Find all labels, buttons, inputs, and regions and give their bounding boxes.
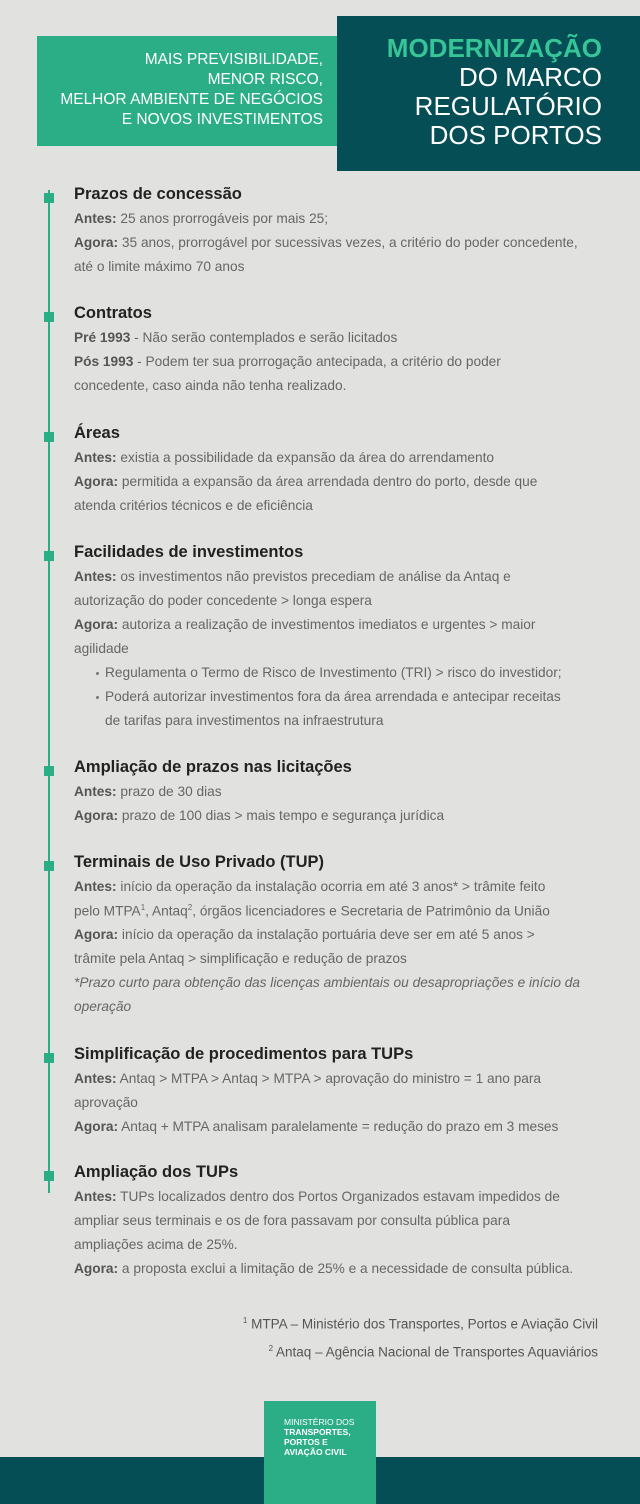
- logo-text: [284, 1417, 354, 1457]
- title-line: DO MARCO: [459, 62, 602, 92]
- antes-line-cont: ampliar seus terminais e os de fora passavam por consulta pública para: [74, 1213, 510, 1228]
- antes-line-cont: autorização do poder concedente > longa espera: [74, 593, 372, 608]
- antes-line: Antes: início da operação da instalação ocorria em até 3 anos* > trâmite feito: [74, 879, 546, 894]
- section-title: Prazos de concessão: [74, 185, 242, 203]
- title-line: DOS PORTOS: [429, 120, 602, 150]
- timeline-line: [48, 190, 50, 1193]
- antes-line-cont: pelo MTPA$^1$, Antaq$^2$, órgãos licenciadores e Secretaria de Patrimônio da União: [74, 903, 550, 919]
- footnotes: [243, 1309, 598, 1364]
- section-title: Terminais de Uso Privado (TUP): [74, 853, 324, 871]
- agora-line: Agora: prazo de 100 dias > mais tempo e segurança jurídica: [74, 808, 445, 823]
- pre-1993-line: Pré 1993 - Não serão contemplados e serão licitados: [74, 330, 398, 345]
- title-line: REGULATÓRIO: [414, 91, 602, 121]
- antes-line: Antes: os investimentos não previstos precediam de análise da Antaq e: [74, 569, 511, 584]
- agora-line: Agora: início da operação da instalação portuária deve ser em até 5 anos >: [74, 927, 535, 942]
- footnote-note: *Prazo curto para obtenção das licenças ambientais ou desapropriações e início da: [74, 975, 580, 990]
- agora-line-cont: atenda critérios técnicos e de eficiência: [74, 498, 313, 513]
- list-bullet-dot: [96, 696, 99, 699]
- title-banner: [337, 16, 640, 171]
- footnote-1: $^1$ MTPA – Ministério dos Transportes, Portos e Aviação Civil: [242, 1316, 598, 1332]
- subtitle-banner: [37, 36, 339, 146]
- pos-1993-line: Pós 1993 - Podem ter sua prorrogação antecipada, a critério do poder: [74, 354, 501, 369]
- list-bullet-dot: [96, 672, 99, 675]
- subtitle: [60, 50, 323, 130]
- agora-line: Agora: a proposta exclui a limitação de 25% e a necessidade de consulta pública.: [74, 1261, 574, 1276]
- section-title: Contratos: [74, 304, 152, 322]
- agora-line: Agora: autoriza a realização de investimentos imediatos e urgentes > maior: [74, 617, 536, 632]
- agora-line: Agora: permitida a expansão da área arrendada dentro do porto, desde que: [74, 474, 538, 489]
- timeline-bullet: [44, 1171, 54, 1181]
- agora-line: Agora: Antaq + MTPA analisam paralelamente = redução do prazo em 3 meses: [74, 1119, 559, 1134]
- pos-1993-line-cont: concedente, caso ainda não tenha realizado.: [74, 378, 347, 393]
- subtitle-line: MELHOR AMBIENTE DE NEGÓCIOS: [60, 91, 323, 108]
- agora-line-cont: até o limite máximo 70 anos: [74, 259, 245, 274]
- timeline-bullet: [44, 432, 54, 442]
- list-item-cont: de tarifas para investimentos na infraestrutura: [105, 713, 384, 728]
- subtitle-line: MENOR RISCO,: [207, 71, 323, 88]
- section-title: Áreas: [74, 424, 120, 442]
- subtitle-line: E NOVOS INVESTIMENTOS: [121, 111, 323, 128]
- footnote-note-cont: operação: [74, 999, 132, 1014]
- agora-line-cont: trâmite pela Antaq > simplificação e redução de prazos: [74, 951, 407, 966]
- antes-line: Antes: 25 anos prorrogáveis por mais 25;: [74, 211, 329, 226]
- logo-line: TRANSPORTES,: [284, 1427, 351, 1437]
- section-title: Ampliação de prazos nas licitações: [74, 758, 352, 776]
- timeline-bullet: [44, 861, 54, 871]
- logo-line: AVIAÇÃO CIVIL: [284, 1447, 347, 1457]
- subtitle-line: MAIS PREVISIBILIDADE,: [144, 51, 323, 68]
- antes-line-cont: aprovação: [74, 1095, 138, 1110]
- timeline-bullet: [44, 766, 54, 776]
- logo-line: MINISTÉRIO DOS: [284, 1417, 355, 1427]
- antes-line: Antes: Antaq > MTPA > Antaq > MTPA > aprovação do ministro = 1 ano para: [74, 1071, 542, 1086]
- list-item: Regulamenta o Termo de Risco de Investimento (TRI) > risco do investidor;: [105, 665, 562, 680]
- antes-line: Antes: existia a possibilidade da expansão da área do arrendamento: [74, 450, 495, 465]
- list-item: Poderá autorizar investimentos fora da área arrendada e antecipar receitas: [105, 689, 561, 704]
- page-title: [387, 34, 602, 150]
- section-title: Facilidades de investimentos: [74, 543, 304, 561]
- ministry-logo: [264, 1401, 376, 1504]
- section-title: Simplificação de procedimentos para TUPs: [74, 1045, 414, 1063]
- timeline-bullet: [44, 312, 54, 322]
- agora-line: Agora: 35 anos, prorrogável por sucessivas vezes, a critério do poder concedente,: [74, 235, 578, 250]
- antes-line-cont: ampliações acima de 25%.: [74, 1237, 238, 1252]
- logo-line: PORTOS E: [284, 1437, 328, 1447]
- footnote-2: $^2$ Antaq – Agência Nacional de Transportes Aquaviários: [268, 1343, 598, 1359]
- timeline-bullet: [44, 193, 54, 203]
- agora-line-cont: agilidade: [74, 641, 129, 656]
- timeline-bullet: [44, 1053, 54, 1063]
- antes-line: Antes: prazo de 30 dias: [74, 784, 222, 799]
- timeline-bullet: [44, 551, 54, 561]
- section-title: Ampliação dos TUPs: [74, 1163, 239, 1181]
- antes-line: Antes: TUPs localizados dentro dos Portos Organizados estavam impedidos de: [74, 1189, 560, 1204]
- title-accent: MODERNIZAÇÃO: [386, 33, 602, 63]
